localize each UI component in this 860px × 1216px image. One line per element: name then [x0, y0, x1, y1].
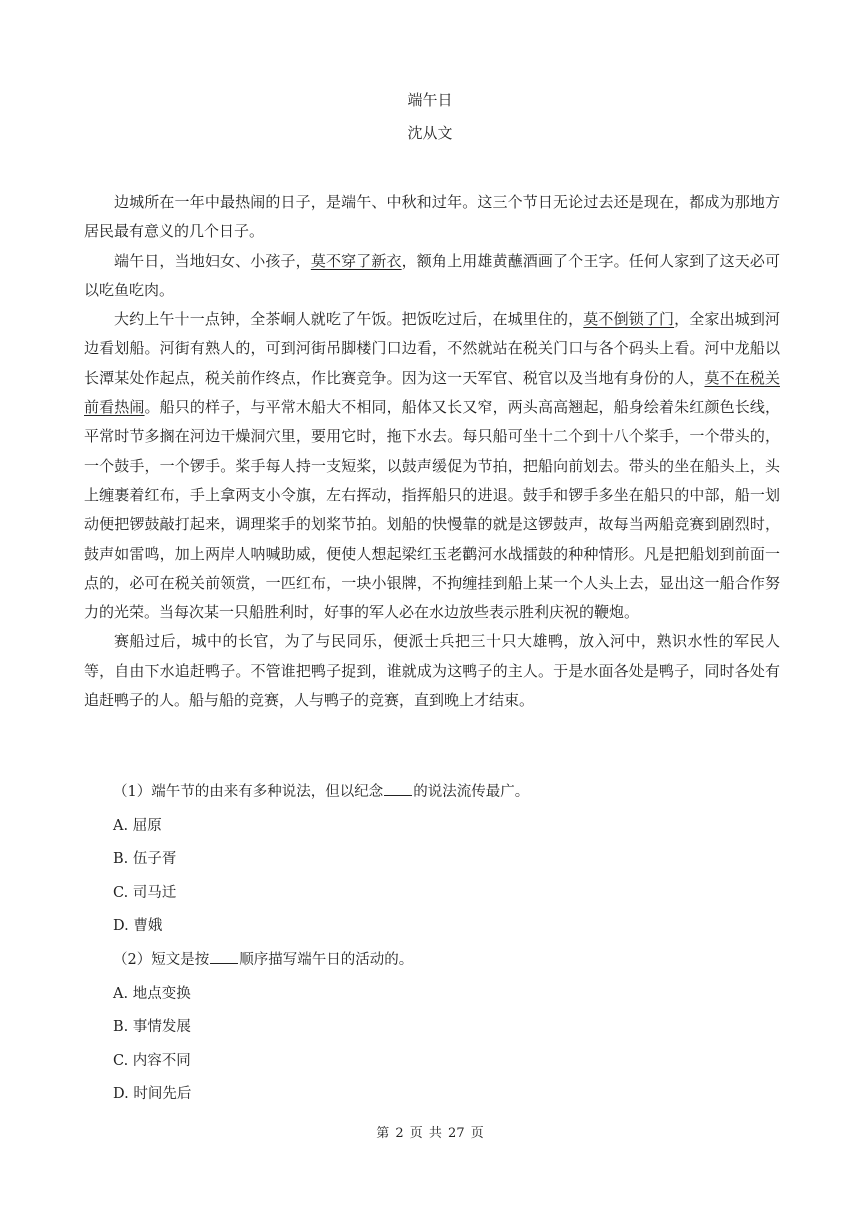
- question-1-option-c: C. 司马迁: [113, 884, 177, 901]
- paragraph-3-text-a: 大约上午十一点钟，全茶峒人就吃了午饭。把饭吃过后，在城里住的，: [114, 310, 584, 329]
- question-2-stem-b: 顺序描写端午日的活动的。: [239, 951, 414, 968]
- question-section: [84, 776, 780, 1112]
- question-1-stem-b: 的说法流传最广。: [413, 784, 530, 800]
- question-1-stem-a: （1）端午节的由来有多种说法，但以纪念: [113, 784, 384, 800]
- answer-blank: [384, 783, 412, 796]
- paragraph-2-text-b: ，额角上用雄黄蘸酒画了个王字。任何人家到了这天必可以吃鱼吃肉。: [84, 251, 780, 299]
- underlined-phrase: 莫不穿了新衣: [310, 251, 402, 270]
- question-2-option-c: C. 内容不同: [113, 1052, 191, 1069]
- question-1-option-a: A. 屈原: [113, 817, 162, 834]
- paragraph-2-text-a: 端午日，当地妇女、小孩子，: [114, 251, 311, 270]
- question-2-option-b: B. 事情发展: [113, 1019, 191, 1036]
- paragraph-1: 边城所在一年中最热闹的日子，是端午、中秋和过年。这三个节日无论过去还是现在，都成为那地方居民最有意义的几个日子。: [84, 193, 780, 241]
- article-title: 端午日: [407, 91, 453, 109]
- question-1-option-d: D. 曹娥: [113, 918, 163, 935]
- paragraph-3: [84, 305, 780, 627]
- underlined-phrase: 莫不在税关前看热闹: [84, 368, 780, 417]
- paragraph-2: [84, 247, 780, 306]
- paragraph-3-text-b: ，全家出城到河边看划船。河街有熟人的，可到河街吊脚楼门口边看，不然就站在税关门口与各个码头上看。河中龙船以长潭某处作起点，税关前作终点，作比赛竞争。因为这一天军官、税官以及当地有身份的人，: [84, 310, 780, 387]
- question-1-stem: [84, 776, 780, 810]
- paragraph-3-text-c: 。船只的样子，与平常木船大不相同，船体又长又窄，两头高高翘起，船身绘着朱红颜色长线，平常时节多搁在河边干燥洞穴里，要用它时，拖下水去。每只船可坐十二个到十八个桨手，一个带头的，一个鼓手，一个锣手。桨手每人持一支短桨，以鼓声缓促为节拍，把船向前划去。带头的坐在船头上，头上缠裹着红布，手上拿两支小令旗，左右挥动，指挥船只的进退。鼓手和锣手多坐在船只的中部，船一划动便把锣鼓敲打起来，调理桨手的划桨节拍。划船的快慢靠的就是这锣鼓声，故每当两船竞赛到剧烈时，鼓声如雷鸣，加上两岸人呐喊助威，便使人想起梁红玉老鹳河水战擂鼓的种种情形。凡是把船划到前面一点的，必可在税关前领赏，一匹红布，一块小银牌，不拘缠挂到船上某一个人头上去，显出这一船合作努力的光荣。当每次某一只船胜利时，好事的军人必在水边放些表示胜利庆祝的鞭炮。: [84, 398, 780, 622]
- page-footer: 第 2 页 共 27 页: [376, 1126, 484, 1141]
- question-2-stem: [84, 944, 780, 978]
- question-2-stem-a: （2）短文是按: [113, 951, 210, 968]
- article-author: 沈从文: [407, 124, 453, 142]
- question-1-option-b: B. 伍子胥: [113, 851, 177, 868]
- question-2-option-d: D. 时间先后: [113, 1086, 192, 1103]
- paragraph-4: 赛船过后，城中的长官，为了与民同乐，便派士兵把三十只大雄鸭，放入河中，熟识水性的军民人等，自由下水追赶鸭子。不管谁把鸭子捉到，谁就成为这鸭子的主人。于是水面各处是鸭子，同时各处有追赶鸭子的人。船与船的竞赛，人与鸭子的竞赛，直到晚上才结束。: [84, 632, 780, 710]
- underlined-phrase: 莫不倒锁了门: [583, 310, 675, 329]
- question-2-option-a: A. 地点变换: [113, 985, 191, 1002]
- article-body: [84, 188, 780, 715]
- answer-blank: [210, 951, 238, 964]
